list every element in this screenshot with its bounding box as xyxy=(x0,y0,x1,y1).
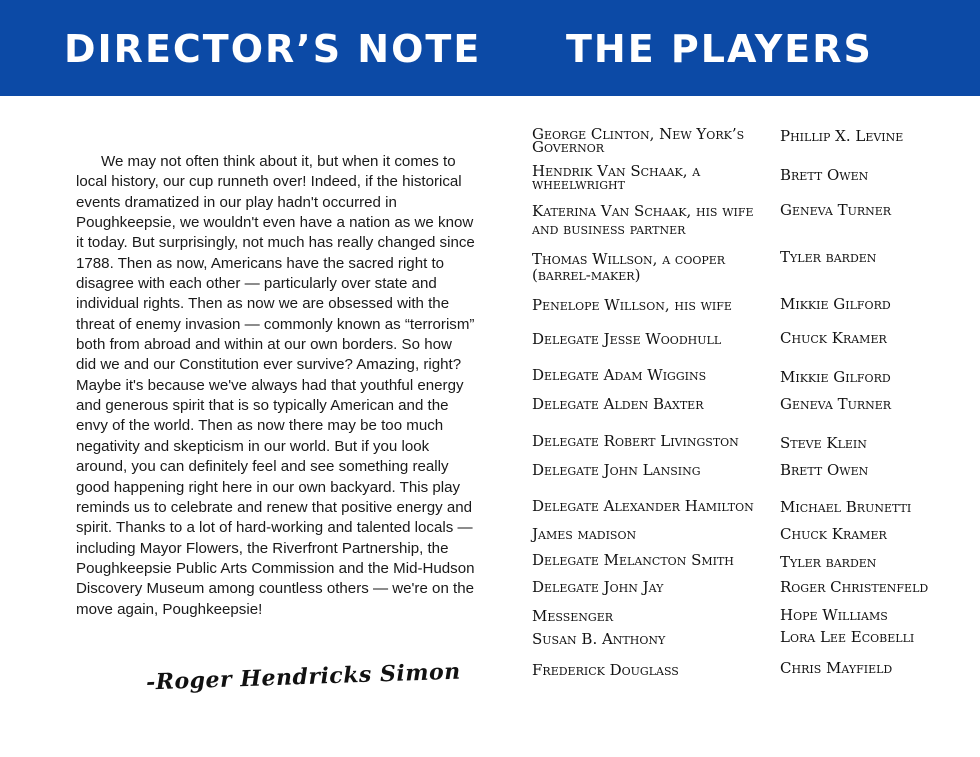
player-role: James madison xyxy=(532,525,637,543)
player-actor: Mikkie Gilford xyxy=(780,295,891,313)
player-actor: Geneva Turner xyxy=(780,201,892,219)
player-role: Delegate John Lansing xyxy=(532,461,701,479)
player-role: Delegate Adam Wiggins xyxy=(532,366,707,384)
player-actor: Tyler barden xyxy=(780,553,877,571)
player-actor: Roger Christenfeld xyxy=(780,578,929,596)
signature: -Roger Hendricks Simon xyxy=(145,658,462,696)
player-role: Messenger xyxy=(532,607,614,625)
player-role: Susan B. Anthony xyxy=(532,630,666,648)
player-actor: Chris Mayfield xyxy=(780,659,893,677)
player-actor: Geneva Turner xyxy=(780,395,892,413)
player-role: Delegate Melancton Smith xyxy=(532,551,734,569)
player-actor: Michael Brunetti xyxy=(780,498,912,516)
player-actor: Brett Owen xyxy=(780,166,869,184)
player-role: Delegate Alexander Hamilton xyxy=(532,497,754,515)
player-role: Katerina Van Schaak, his wife and business partner xyxy=(532,202,754,238)
player-role: Hendrik Van Schaak, a wheelwright xyxy=(532,162,701,193)
player-actor: Hope Williams xyxy=(780,606,888,624)
player-actor: Steve Klein xyxy=(780,434,867,452)
player-role: Thomas Willson, a cooper (barrel-maker) xyxy=(532,250,726,284)
player-actor: Brett Owen xyxy=(780,461,869,479)
player-role: Delegate John Jay xyxy=(532,578,664,596)
player-actor: Chuck Kramer xyxy=(780,525,887,543)
players-title: THE PLAYERS xyxy=(566,27,873,71)
player-role: Frederick Douglass xyxy=(532,661,679,679)
player-actor: Chuck Kramer xyxy=(780,329,887,347)
player-role: George Clinton, New York’s Governor xyxy=(532,125,745,156)
player-actor: Phillip X. Levine xyxy=(780,127,904,145)
directors-note-title: DIRECTOR’S NOTE xyxy=(64,27,482,71)
player-role: Penelope Willson, his wife xyxy=(532,296,732,314)
directors-note-body: We may not often think about it, but when it comes to local history, our cup runneth over! Indeed, if the historical events dramatized in our play hadn't occurred in Poughkeepsie, we wouldn't even have a nation as we know it today. But surprisingly, not much has really changed since 1788. Then as now, Americans have the sacred right to disagree with each other — particularly over state and individual rights. Then as now we are obsessed with the threat of enemy invasion — commonly known as “terrorism” both from abroad and within at our own borders. So how did we and our Constitution ever survive? Amazing, right? Maybe it's because we've always had that youthful energy and generous spirit that is so typically American and the envy of the world. Then as now there may be too much negativity and skepticism in our world. But if you look around, you can definitely feel and see something really good happening right here in our own backyard. This play reminds us to celebrate and renew that positive energy and spirit. Thanks to a lot of hard-working and talented locals — including Mayor Flowers, the Riverfront Partnership, the Poughkeepsie Public Arts Commission and the Mid-Hudson Discovery Museum among countless others — we're on the move again, Poughkeepsie! xyxy=(76,153,475,618)
player-role: Delegate Alden Baxter xyxy=(532,395,704,413)
player-actor: Mikkie Gilford xyxy=(780,368,891,386)
player-role: Delegate Jesse Woodhull xyxy=(532,330,722,348)
player-role: Delegate Robert Livingston xyxy=(532,432,739,450)
player-actor: Tyler barden xyxy=(780,248,877,266)
player-actor: Lora Lee Ecobelli xyxy=(780,628,915,646)
